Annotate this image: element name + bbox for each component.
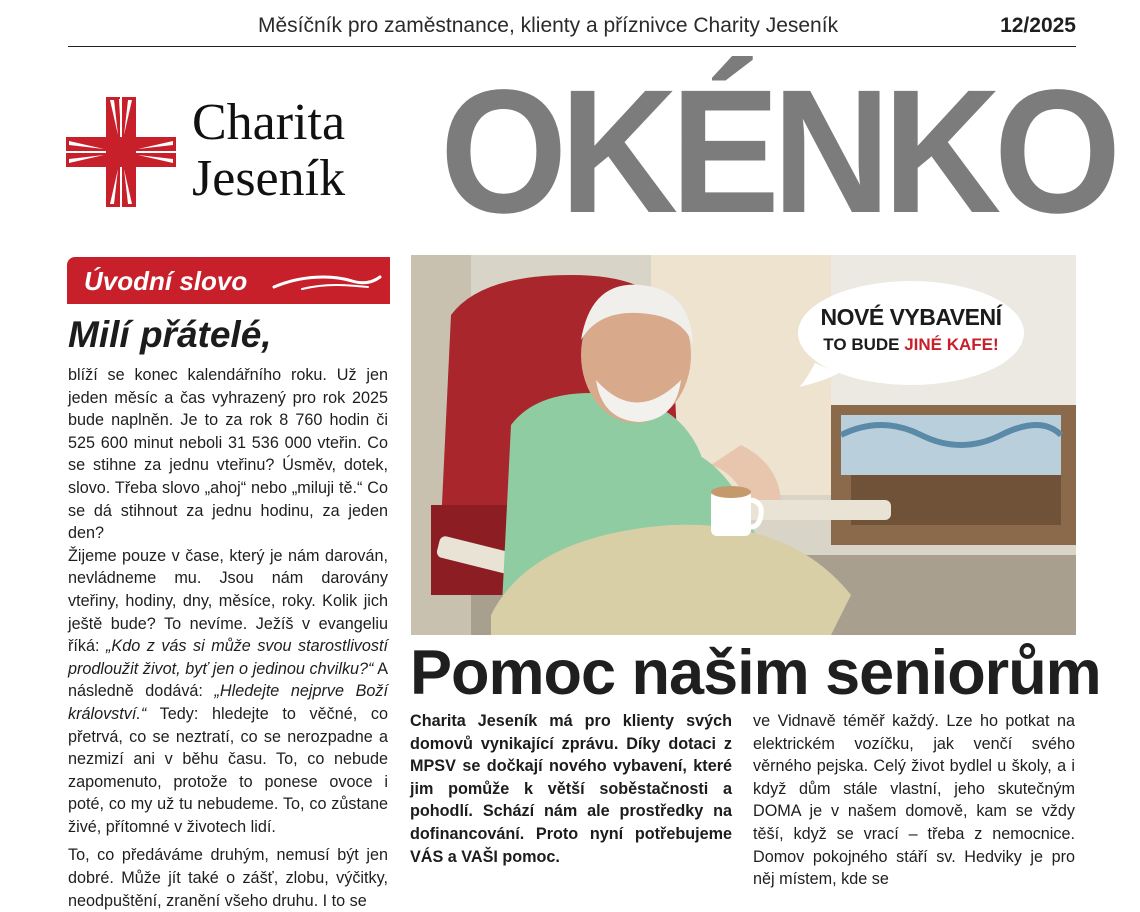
newsletter-tagline: Měsíčník pro zaměstnance, klienty a příznivce Charity Jeseník (258, 14, 839, 37)
charita-logo (66, 95, 396, 215)
article-body: ve Vidnavě téměř každý. Lze ho potkat na elektrickém vozíčku, jak venčí svého věrného pejska. Celý život bydlel u školy, a i když dům stále vlastní, jeho skutečným DOMA je v našem domově, kam se vždy těší, když se vrací – třeba z nemocnice. Domov pokojného stáří sv. Hedviky je pro něj místem, kde se (753, 712, 1075, 889)
logo-wordmark (192, 95, 345, 207)
masthead-title: OKÉNKO (440, 54, 1114, 250)
badge-subline (795, 335, 1027, 355)
editorial-paragraph: blíží se konec kalendářního roku. Už jen jeden měsíc a čas vyhrazený pro rok 2025 bude naplněn. Je to za rok 8 760 hodin či 525 600 minut neboli 31 536 000 vteřin. Co se stihne za jednu vteřinu? Úsměv, dotek, slovo. Třeba slovo „ahoj“ nebo „miluji tě.“ Co se dá stihnout za jednu hodinu, za jeden den? (68, 366, 388, 543)
section-ribbon (67, 257, 390, 304)
editorial-paragraph (68, 545, 388, 839)
issue-number: 12/2025 (1000, 14, 1076, 37)
gospel-quote: „Hledejte nejprve Boží království.“ (68, 682, 389, 723)
speech-bubble-icon (795, 277, 1027, 389)
caritas-cross-icon (66, 97, 176, 207)
editorial-text (68, 364, 388, 912)
badge-subline-text: TO BUDE (823, 335, 905, 354)
swoosh-icon (272, 271, 382, 293)
editorial-paragraph: To, co předáváme druhým, nemusí být jen dobré. Může jít také o zášť, zlobu, výčitky, neodpuštění, zranění všeho druhu. I to se (68, 846, 388, 910)
article-headline: Pomoc našim seniorům (410, 638, 1101, 708)
editorial-text-run: Žijeme pouze v čase, který je nám darován, nevládneme mu. Jsou nám darovány vteřiny, hodiny, dny, měsíce, roky. Kolik jich ještě bude? To nevíme. Ježíš v evangeliu říká: (68, 546, 388, 656)
gospel-quote: „Kdo z vás si může svou starostlivostí prodloužit život, byť jen o jedinou chvilku?“ (68, 637, 388, 678)
section-label: Úvodní slovo (84, 266, 248, 296)
badge-headline: NOVÉ VYBAVENÍ (820, 304, 1002, 330)
editorial-text-run: A následně dodává: (68, 659, 388, 701)
editorial-greeting: Milí přátelé, (68, 314, 272, 355)
article-lead: Charita Jeseník má pro klienty svých domovů vynikající zprávu. Díky dotaci z MPSV se dočkají nového vybavení, které jim pomůže k větší soběstačnosti a pohodlí. Schází nám ale prostředky na dofinancování. Proto nyní potřebujeme VÁS a VAŠI pomoc. (410, 712, 732, 866)
logo-line-charita: Charita (192, 94, 346, 151)
editorial-text-run: Tedy: hledejte to věčné, co přetrvá, co se neztratí, co se nerozpadne a nezmizí ani v běhu času. To, co nebude zapomenuto, protože to ponese ovoce i poté, co my už tu nebudeme. To, co zůstane živé, přítomné v životech lidí. (68, 704, 388, 836)
badge-highlight: JINÉ KAFE! (904, 335, 999, 354)
promo-badge (795, 277, 1027, 389)
logo-line-jesenik: Jeseník (192, 150, 346, 207)
newsletter-header-bar (68, 8, 1076, 47)
